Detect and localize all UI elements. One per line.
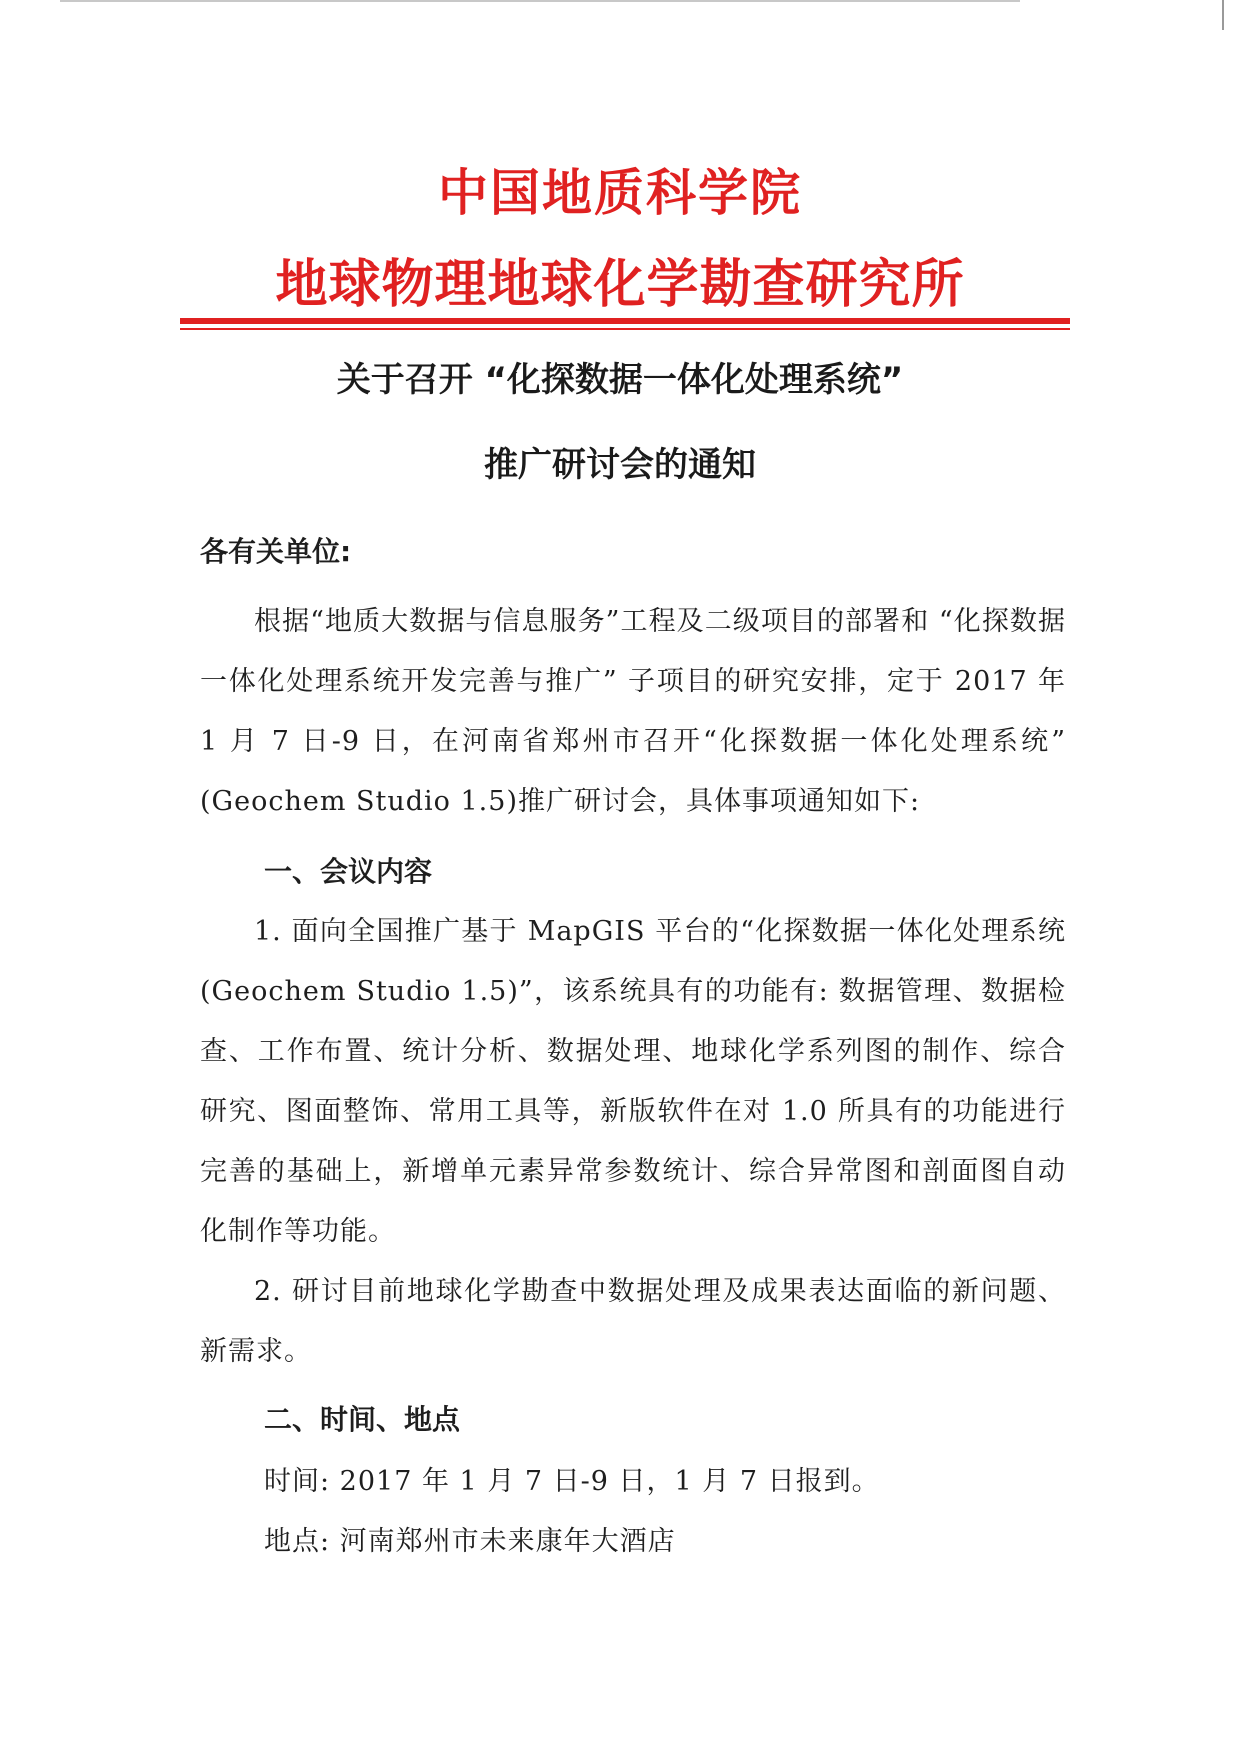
- content-item-1: 1. 面向全国推广基于 MapGIS 平台的“化探数据一体化处理系统(Geochem Studio 1.5)”，该系统具有的功能有: 数据管理、数据检查、工作布置、统计分析、数据处理、地球化学系列图的制作、综合研究、图面整饰、常用工具等，新版软件在对 1.0 所具有的功能进行完善的基础上，新增单元素异常参数统计、综合异常图和剖面图自动化制作等功能。: [200, 916, 1066, 1247]
- meeting-time: 时间: 2017 年 1 月 7 日-9 日，1 月 7 日报到。: [264, 1466, 880, 1497]
- intro-paragraph: 根据“地质大数据与信息服务”工程及二级项目的部署和 “化探数据一体化处理系统开发完善与推广” 子项目的研究安排，定于 2017 年 1 月 7 日-9 日，在河南省郑州市召开“化探数据一体化处理系统” (Geochem Studio 1.5)推广研讨会，具体事项通知如下:: [200, 606, 1066, 817]
- salutation: 各有关单位:: [200, 535, 352, 568]
- meeting-place: 地点: 河南郑州市未来康年大酒店: [264, 1526, 676, 1557]
- institute-name: 地球物理地球化学勘查研究所: [275, 255, 965, 315]
- letterhead-divider: [180, 318, 1070, 324]
- organization-name: 中国地质科学院: [438, 164, 802, 222]
- notice-title-line-1: 关于召开 “化探数据一体化处理系统”: [336, 360, 904, 400]
- content-item-2: 2. 研讨目前地球化学勘查中数据处理及成果表达面临的新问题、新需求。: [200, 1276, 1066, 1367]
- notice-title-line-2: 推广研讨会的通知: [484, 445, 756, 485]
- section-heading-content: 一、会议内容: [264, 855, 433, 888]
- scan-edge: [60, 0, 1020, 2]
- section-heading-time-place: 二、时间、地点: [264, 1403, 461, 1436]
- scan-edge: [1222, 0, 1224, 30]
- letterhead-divider-thin: [180, 328, 1070, 330]
